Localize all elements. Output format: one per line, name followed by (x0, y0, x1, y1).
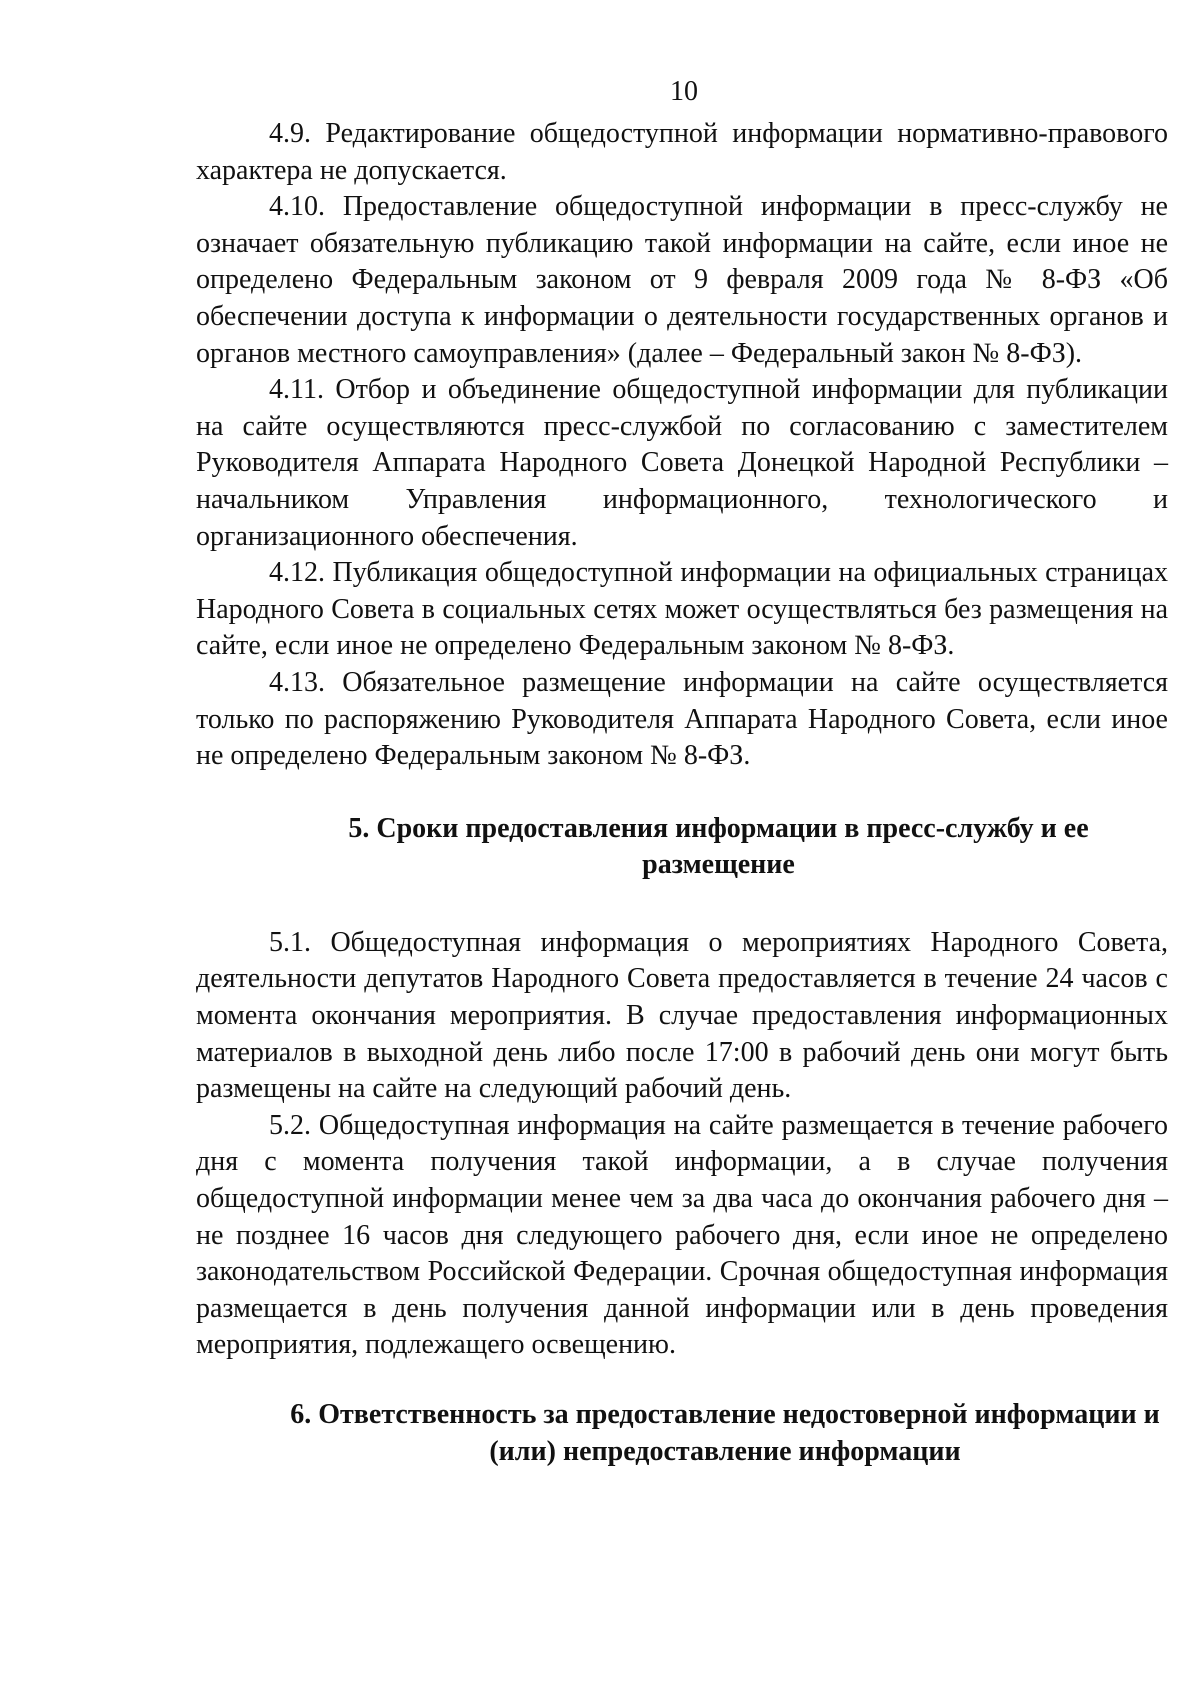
paragraph-4-13: 4.13. Обязательное размещение информации на сайте осуществляется только по распоряжению Руководителя Аппарата Народного Совета, если иное не определено Федеральным законом № 8-ФЗ. (196, 666, 1168, 772)
section-5-heading-line2: размещение (642, 849, 795, 881)
paragraph-4-10: 4.10. Предоставление общедоступной информации в пресс-службу не означает обязательную публикацию такой информации на сайте, если иное не определено Федеральным законом от 9 февраля 2009 года № 8-ФЗ «Об обеспечении доступа к информации о деятельности государственных органов и органов местного самоуправления» (далее – Федеральный закон № 8-ФЗ). (196, 191, 1168, 369)
paragraph-4-12: 4.12. Публикация общедоступной информации на официальных страницах Народного Совета в социальных сетях может осуществляться без размещения на сайте, если иное не определено Федеральным законом № 8-ФЗ. (196, 557, 1168, 662)
paragraph-4-9: 4.9. Редактирование общедоступной информации нормативно-правового характера не допускается. (196, 118, 1168, 186)
section-6-heading-line1: 6. Ответственность за предоставление недостоверной информации и (290, 1399, 1160, 1430)
section-6-heading-line2: (или) непредоставление информации (489, 1435, 961, 1467)
section-5-heading-line1: 5. Сроки предоставления информации в пресс-службу и ее (348, 812, 1089, 844)
section-5-heading (196, 811, 1168, 884)
page-number: 10 (670, 76, 698, 107)
paragraph-5-1: 5.1. Общедоступная информация о мероприятиях Народного Совета, деятельности депутатов Народного Совета предоставляется в течение 24 часов с момента окончания мероприятия. В случае предоставления информационных материалов в выходной день либо после 17:00 в рабочий день они могут быть размещены на сайте на следующий рабочий день. (196, 926, 1168, 1105)
document-body (196, 116, 1168, 1470)
paragraph-5-2: 5.2. Общедоступная информация на сайте размещается в течение рабочего дня с момента получения такой информации, а в случае получения общедоступной информации менее чем за два часа до окончания рабочего дня – не позднее 16 часов дня следующего рабочего дня, если иное не определено законодательством Российской Федерации. Срочная общедоступная информация размещается в день получения данной информации или в день проведения мероприятия, подлежащего освещению. (196, 1109, 1168, 1361)
section-6-heading (196, 1397, 1168, 1470)
paragraph-4-11: 4.11. Отбор и объединение общедоступной информации для публикации на сайте осуществляются пресс-службой по согласованию с заместителем Руководителя Аппарата Народного Совета Донецкой Народной Республики – начальником Управления информационного, технологического и организационного обеспечения. (196, 374, 1168, 552)
